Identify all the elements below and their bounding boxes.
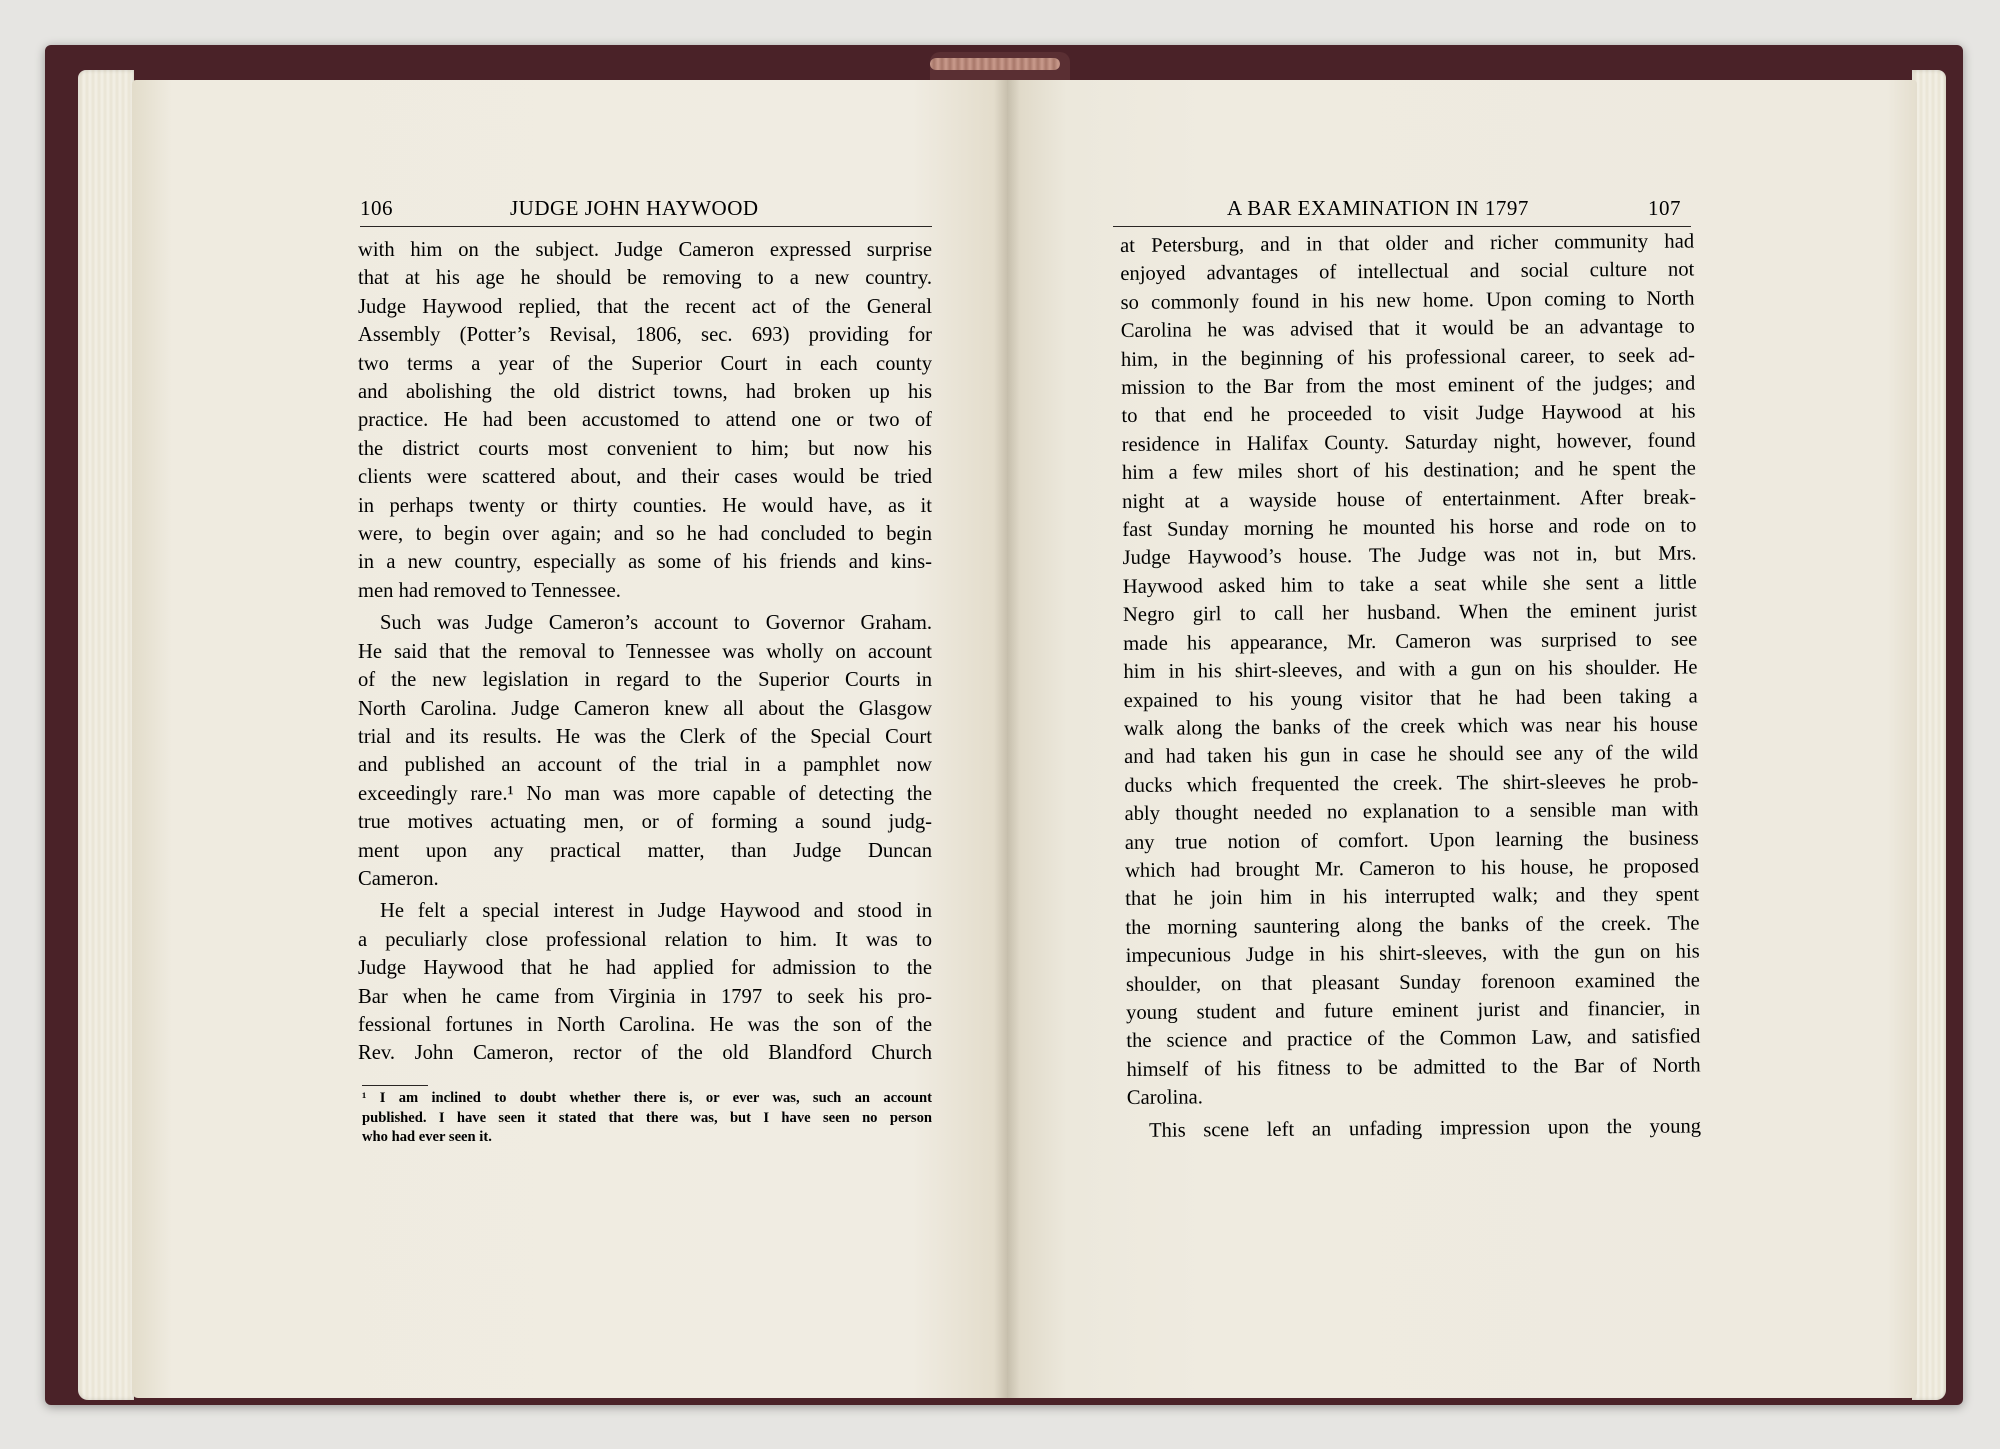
text-line: so commonly found in his new home. Upon coming to North: [1120, 287, 1695, 314]
footnote-line: ¹ I am inclined to doubt whether there is, or ever was, such an account: [362, 1090, 932, 1106]
footnote-rule: [362, 1085, 428, 1086]
text-line: of the new legislation in regard to the Superior Courts in: [358, 669, 932, 692]
text-line: that he join him in his interrupted walk; and they spent: [1125, 883, 1700, 911]
text-line: in perhaps twenty or thirty counties. He would have, as it: [358, 494, 932, 517]
text-line: him, in the beginning of his professional career, to seek ad-: [1120, 344, 1696, 371]
text-line: the morning sauntering along the banks of the creek. The: [1125, 912, 1700, 939]
text-line: that at his age he should be removing to a new country.: [358, 267, 932, 290]
left-running-header: [360, 190, 932, 227]
text-line: Judge Haywood that he had applied for admission to the: [358, 957, 932, 980]
text-line: Assembly (Potter’s Revisal, 1806, sec. 693) providing for: [358, 324, 932, 347]
paragraph-start-line: Such was Judge Cameron’s account to Governor Graham.: [380, 612, 932, 635]
text-line: and published an account of the trial in a pamphlet now: [358, 754, 932, 777]
text-line: a peculiarly close professional relation to him. It was to: [358, 928, 932, 951]
text-line: residence in Halifax County. Saturday night, however, found: [1121, 429, 1696, 456]
text-line: any true notion of comfort. Upon learning the business: [1124, 827, 1699, 854]
text-line: the district courts most convenient to him; but now his: [358, 437, 932, 460]
text-line: shoulder, on that pleasant Sunday forenoon examined the: [1125, 969, 1700, 996]
text-line: in a new country, especially as some of his friends and kins-: [358, 551, 932, 574]
text-line: Carolina he was advised that it would be an advantage to: [1120, 315, 1695, 343]
text-line: trial and its results. He was the Clerk of the Special Court: [358, 725, 932, 748]
text-line: and had taken his gun in case he should see any of the wild: [1124, 741, 1699, 769]
left-page-body: [358, 236, 932, 1068]
text-line: with him on the subject. Judge Cameron expressed surprise: [358, 239, 932, 261]
footnote-line: published. I have seen it stated that there was, but I have seen no person: [362, 1109, 932, 1126]
text-line: Judge Haywood’s house. The Judge was not in, but Mrs.: [1122, 542, 1697, 570]
text-line: enjoyed advantages of intellectual and social culture not: [1120, 258, 1695, 286]
right-running-header: [1113, 190, 1691, 227]
text-line: him in his shirt-sleeves, and with a gun on his shoulder. He: [1123, 656, 1698, 684]
text-line: practice. He had been accustomed to attend one or two of: [358, 409, 932, 432]
text-line: night at a wayside house of entertainment. After break-: [1122, 486, 1697, 513]
spine-stitching: [930, 58, 1060, 70]
text-line: the science and practice of the Common Law, and satisfied: [1126, 1025, 1701, 1053]
left-page-edges: [78, 70, 134, 1400]
text-line: He said that the removal to Tennessee was wholly on account: [358, 640, 932, 663]
left-running-head: JUDGE JOHN HAYWOOD: [510, 196, 759, 220]
text-line: him a few miles short of his destination; and he spent the: [1121, 457, 1696, 485]
footnote: [362, 1089, 932, 1148]
text-line: Haywood asked him to take a seat while she sent a little: [1122, 571, 1697, 598]
text-line: fessional fortunes in North Carolina. He was the son of the: [358, 1013, 932, 1036]
text-line: North Carolina. Judge Cameron knew all about the Glasgow: [358, 697, 932, 720]
text-line: fast Sunday morning he mounted his horse and rode on to: [1122, 514, 1697, 542]
right-page-body: [1120, 227, 1701, 1144]
text-line: himself of his fitness to be admitted to the Bar of North: [1126, 1054, 1701, 1081]
footnote-line: who had ever seen it.: [362, 1129, 492, 1145]
book-gutter: [994, 80, 1020, 1398]
text-line: young student and future eminent jurist and financier, in: [1126, 997, 1701, 1024]
text-line: and abolishing the old district towns, had broken up his: [358, 381, 932, 404]
paragraph-start-line: This scene left an unfading impression upon the young: [1148, 1115, 1702, 1142]
text-line: Bar when he came from Virginia in 1797 to seek his pro-: [358, 985, 932, 1008]
text-line: Rev. John Cameron, rector of the old Blandford Church: [358, 1042, 932, 1065]
right-running-head: A BAR EXAMINATION IN 1797: [1227, 196, 1529, 220]
text-line: walk along the banks of the creek which was near his house: [1123, 713, 1698, 740]
right-page-number: 107: [1648, 196, 1681, 220]
text-line: expained to his young visitor that he had been taking a: [1123, 684, 1698, 712]
text-line: clients were scattered about, and their cases would be tried: [358, 466, 932, 489]
left-page-number: 106: [360, 196, 393, 220]
paragraph-start-line: He felt a special interest in Judge Haywood and stood in: [380, 900, 932, 923]
text-line: ducks which frequented the creek. The shirt-sleeves he prob-: [1124, 770, 1699, 797]
text-line: at Petersburg, and in that older and richer community had: [1120, 230, 1695, 257]
text-line: exceedingly rare.¹ No man was more capable of detecting the: [358, 782, 932, 805]
text-line: two terms a year of the Superior Court in each county: [358, 352, 932, 375]
text-line: true motives actuating men, or of forming a sound judg-: [358, 811, 932, 834]
right-page-edges: [1912, 70, 1946, 1400]
text-line: to that end he proceeded to visit Judge Haywood at his: [1121, 400, 1696, 428]
text-line: Negro girl to call her husband. When the eminent jurist: [1122, 599, 1698, 627]
text-line: ment upon any practical matter, than Judge Duncan: [358, 839, 932, 862]
text-line: impecunious Judge in his shirt-sleeves, with the gun on his: [1125, 940, 1700, 968]
text-line: were, to begin over again; and so he had concluded to begin: [358, 523, 932, 546]
text-line: ably thought needed no explanation to a sensible man with: [1124, 798, 1699, 826]
text-line: which had brought Mr. Cameron to his house, he proposed: [1124, 855, 1700, 882]
text-line: Judge Haywood replied, that the recent act of the General: [358, 295, 932, 318]
text-line: men had removed to Tennessee.: [358, 579, 621, 602]
text-line: mission to the Bar from the most eminent of the judges; and: [1121, 372, 1696, 400]
text-line: Cameron.: [358, 867, 439, 890]
text-line: Carolina.: [1126, 1086, 1203, 1110]
text-line: made his appearance, Mr. Cameron was surprised to see: [1123, 628, 1698, 655]
